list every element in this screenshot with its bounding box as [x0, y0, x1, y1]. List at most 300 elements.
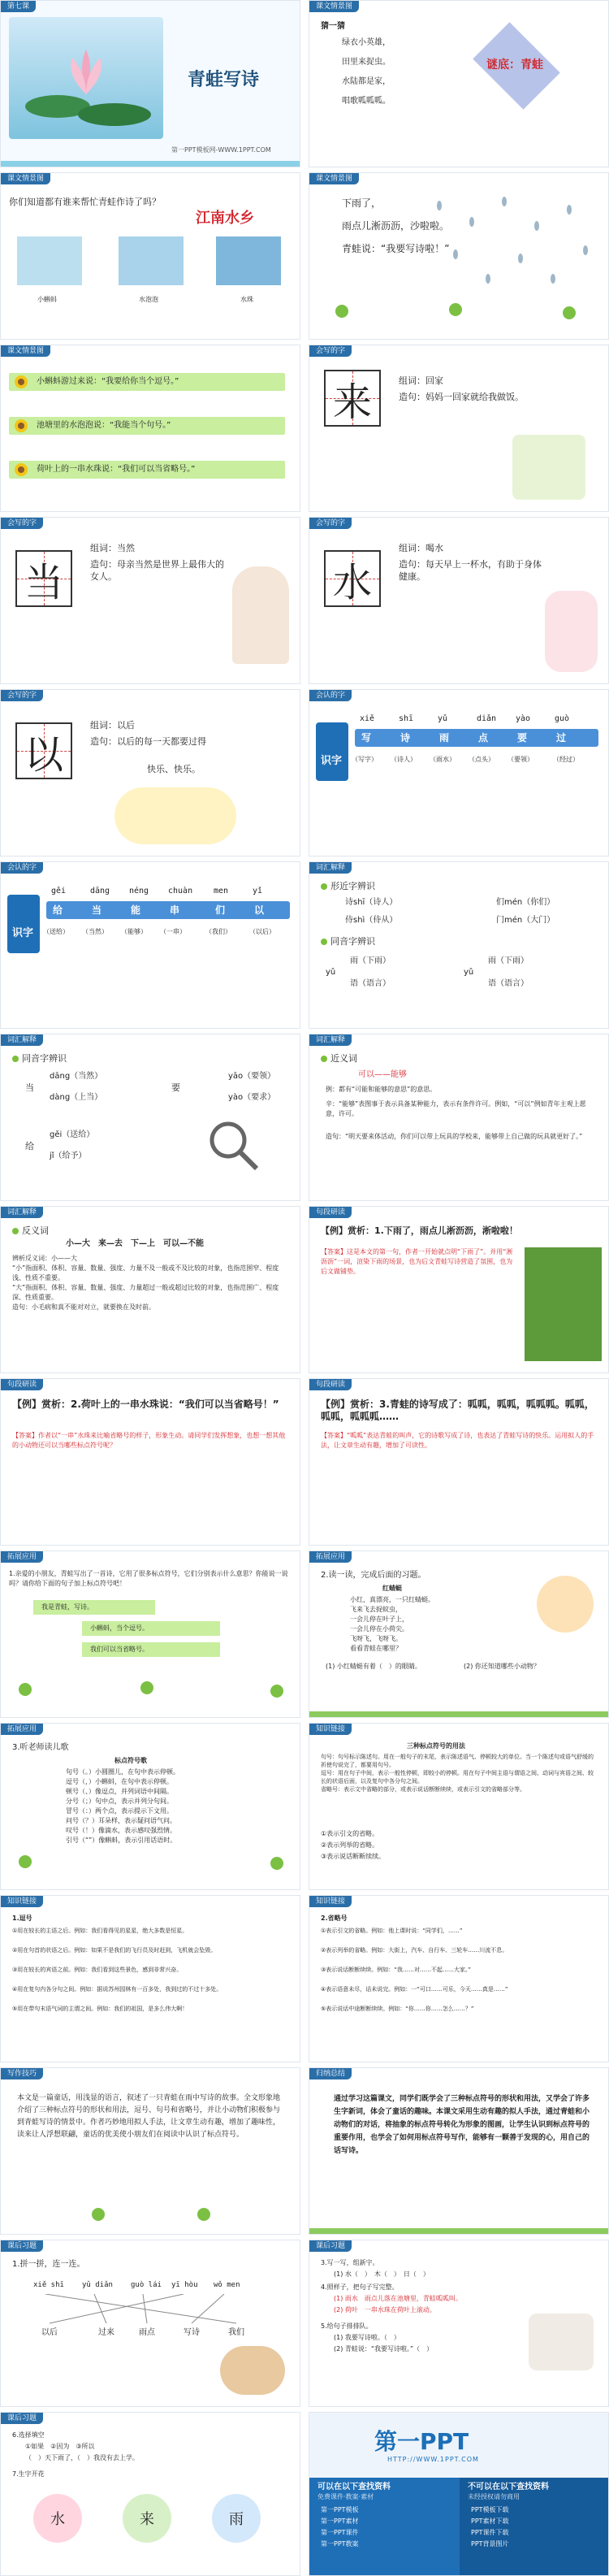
sentence-row [90, 735, 228, 748]
flower-char-2[interactable]: 来 [123, 2494, 171, 2543]
section-heading-text: 同音字辨识 [22, 1053, 67, 1064]
left-link-4[interactable]: 第一PPT教案 [321, 2540, 359, 2548]
flower-row-icon [334, 295, 577, 327]
char-2: 诗 [400, 732, 411, 744]
pinyin-2: shī [399, 714, 414, 723]
song-line-7: 叹号（！）像滴水，表示感叹强烈情。 [66, 1827, 176, 1834]
char-glyph: 水 [332, 559, 372, 605]
dialogue-text-3: 荷叶上的一串水珠说：“我们可以当省略号。” [37, 465, 196, 474]
song-line-6: 问号（？）耳朵样，表示疑问语气问。 [66, 1817, 176, 1824]
answer-label: 【答案】 [321, 1248, 347, 1255]
slide-tag: 会认的字 [309, 690, 352, 701]
family-illustration [512, 435, 585, 500]
yao-char: 要 [171, 1082, 180, 1093]
antonym-pairs: 小—大 来—去 下—上 可以—不能 [66, 1239, 204, 1248]
slide-char-lai[interactable] [309, 345, 609, 512]
answer-label: 【答案】 [321, 1432, 347, 1439]
song-line-1: 句号（。）小圆圈儿，在句中表示停顿。 [66, 1768, 179, 1776]
comma-rule-3: ③用在较长的宾语之前。例如：我们看到这些景色，感到非常兴奋。 [12, 1967, 183, 1973]
section-heading-2 [321, 935, 375, 948]
shizi-label: 识字 [12, 927, 34, 939]
bullet-icon [321, 883, 327, 890]
slide-tag: 会写的字 [1, 518, 43, 529]
antonym-body: 辨析反义词：小——大 “小”指面积、体积、容量、数量、强度、力量不及一般或不及比较的对象，也指范围窄、程度浅、性质不重要。 “大”指面积、体积、容量、数量、强度、力量超过一般或超过比较的对象，也指范围广、程度深、性质重要。 造句：小毛病和真不能对对立，就要换在及时前。 [12, 1255, 279, 1311]
label-bubble: 水泡泡 [139, 296, 158, 303]
rain-line-3: 青蛙说：“我要写诗啦！” [342, 243, 450, 254]
flower-char-1[interactable]: 水 [33, 2494, 82, 2543]
slide-tag: 课后习题 [1, 2240, 43, 2252]
pinyin-5: men [214, 887, 229, 896]
slide-helpers[interactable] [0, 172, 300, 340]
sentence-label: 造句： [399, 559, 425, 570]
synonym-example: 例：都有“可能和能够的意思”的意思。 [326, 1086, 437, 1093]
exercise-pinyin-3: guò lái [131, 2281, 162, 2289]
slide-tag: 课文情景图 [1, 173, 50, 184]
slide-synonym[interactable] [309, 1034, 609, 1201]
shizi-badge [316, 722, 348, 781]
slide-tag: 会写的字 [309, 345, 352, 357]
slide-antonym[interactable] [0, 1206, 300, 1373]
kid-illustration [537, 1576, 594, 1633]
comma-rule-5: ⑤用在带句末语气词的主谓之间。例如：我们的祖国，是多么伟大啊！ [12, 2006, 188, 2012]
shizi-badge [7, 895, 40, 953]
pinyin-6: guò [555, 714, 570, 723]
word-5: （要领） [508, 756, 533, 763]
slide-extend-2[interactable] [309, 1550, 609, 1718]
word-row [90, 542, 135, 554]
knowledge-title: 2.省略号 [321, 1915, 348, 1922]
sentence-label: 造句： [90, 736, 117, 747]
exercise-word-1: 以后 [41, 2328, 58, 2337]
left-link-3[interactable]: 第一PPT课件 [321, 2529, 359, 2536]
slide-tag: 会写的字 [1, 690, 43, 701]
char-glyph: 来 [332, 379, 372, 425]
pinyin-3: yǔ [438, 714, 448, 723]
summary-body: 通过学习这篇课文，同学们既学会了三种标点符号的形状和用法，又学会了许多生字新词，体会了童话的趣味。本课文采用生动有趣的拟人手法，通过青蛙和小动物们的对话，将抽象的标点符号转化为形象的图画，让学生认识到标点符号的重要作用，也学会了如何用标点符号写作，能够有一颗善于发现的心，用自己的话写诗。 [334, 2095, 590, 2155]
bottom-strip [1, 161, 300, 167]
slide-exercise-3[interactable] [0, 2412, 300, 2576]
right-sub: 未经授权请勿商用 [468, 2493, 520, 2500]
slide-char-yi[interactable] [0, 689, 300, 856]
dialogue-text-1: 小蝌蚪游过来说：“我要给你当个逗号。” [37, 377, 179, 386]
section-heading [12, 1225, 49, 1237]
slide-tag: 句段研读 [1, 1379, 43, 1390]
slide-tag: 知识链接 [309, 1896, 352, 1907]
slide-tag: 课文情景图 [1, 345, 50, 357]
ellipsis-rule-3: ③表示说话断断续续。例如：“我……对……不起……大家。” [321, 1967, 472, 1973]
slide-recognize-2[interactable] [0, 861, 300, 1029]
rain-line-2: 雨点儿淅沥沥，沙啦啦。 [342, 220, 450, 232]
exercise-a-3: (1) 水（ ） 木（ ） 日（ ） [334, 2270, 430, 2278]
slide-riddle[interactable] [309, 0, 609, 167]
song-line-8: 引号（“”）像蝌蚪，表示引用话语时。 [66, 1837, 177, 1844]
sentence-value: 以后的每一天都要过得 [117, 736, 206, 747]
dog-illustration [220, 2346, 285, 2395]
slide-tag: 会认的字 [1, 862, 43, 874]
poem-title: 红蜻蜓 [382, 1585, 402, 1592]
song-line-2: 逗号（，）小蝌蚪，在句中表示停顿。 [66, 1778, 173, 1785]
word-value: 当然 [117, 543, 135, 553]
word-2: （诗人） [391, 756, 417, 763]
slide-knowledge-3[interactable] [309, 1895, 609, 2062]
slide-summary[interactable] [309, 2067, 609, 2235]
rain-drops-icon [423, 189, 602, 295]
exercise-word-5: 我们 [228, 2328, 244, 2337]
poem-line-1: 小红，真漂亮，一只红蜻蜓。 [350, 1596, 434, 1603]
char-5: 要 [517, 732, 528, 744]
poem-line-3: 一会儿停在叶子上， [350, 1615, 408, 1623]
green-strip [309, 1711, 608, 1717]
exercise-a-6-1: ①如果 ②因为 ③所以 [25, 2443, 95, 2450]
section-heading-text: 近义词 [330, 1053, 357, 1064]
water-drop-image [216, 236, 281, 285]
slide-polyphone[interactable] [0, 1034, 300, 1201]
pinyin-2: dāng [90, 887, 110, 896]
slide-tag: 课后习题 [1, 2413, 43, 2424]
answer-text-3: 我们可以当省略号。 [90, 1646, 149, 1653]
slide-writing-tips[interactable] [0, 2067, 300, 2235]
similar-2: 们mén（你们） [496, 898, 555, 907]
exercise-a-4-1: (1) 雨水 雨点儿落在池塘里，青蛙呱呱叫。 [334, 2295, 462, 2302]
answer-text-1: 我是青蛙，写诗。 [41, 1603, 93, 1611]
section-heading-text: 反义词 [22, 1225, 49, 1236]
dang-2: dàng（上当） [50, 1093, 103, 1102]
kids-illustration [114, 787, 236, 844]
poem-line-5: 飞呀飞，飞呀飞。 [350, 1635, 402, 1642]
yao-2: yào（要求） [228, 1093, 276, 1102]
slide-analysis-2[interactable] [0, 1378, 300, 1546]
exercise-word-2: 过来 [98, 2328, 114, 2337]
word-1: （写字） [352, 756, 378, 763]
comma-rule-2: ②用在句首的状语之后。例如：如果不是我们的飞行员及时赶到，飞机就会坠毁。 [12, 1947, 217, 1954]
slide-tag: 拓展应用 [1, 1724, 43, 1735]
sentence-row [399, 558, 545, 583]
homophone-1: 雨（下雨） [350, 956, 391, 965]
slide-recognize-1[interactable] [309, 689, 609, 856]
girl-illustration [232, 566, 289, 664]
char-box [15, 550, 72, 607]
label-tadpole: 小蝌蚪 [37, 296, 57, 303]
section-heading-1 [321, 880, 375, 892]
word-3: （雨水） [430, 756, 456, 763]
pinyin-1: gěi [51, 887, 67, 896]
sunflower-icon [14, 462, 28, 477]
slide-tag: 词汇解释 [309, 1034, 352, 1046]
flower-char-3[interactable]: 雨 [212, 2494, 261, 2543]
sentence-value: 母亲当然是世界上最伟大的女人。 [90, 559, 224, 582]
bullet-icon [321, 1056, 327, 1062]
song-question: 3.听老师读儿歌 [12, 1743, 69, 1752]
slide-tag: 课文情景图 [309, 173, 359, 184]
bubble-image [119, 236, 184, 285]
pinyin-5: yào [516, 714, 531, 723]
slide-analysis-1[interactable] [309, 1206, 609, 1373]
riddle-line-3: 水陆都是家， [342, 77, 391, 86]
word-4: （点头） [469, 756, 495, 763]
song-line-4: 分号（；）句中点，表示并列分句间。 [66, 1798, 173, 1805]
similar-3: 侍shì（侍从） [345, 916, 398, 925]
char-box [324, 370, 381, 427]
slide-char-shui[interactable] [309, 517, 609, 684]
word-1: （送给） [43, 928, 69, 935]
connect-lines [33, 2294, 261, 2327]
gei-1: gěi（送给） [50, 1130, 95, 1139]
slide-tag: 会写的字 [309, 518, 352, 529]
song-title: 标点符号歌 [114, 1757, 147, 1764]
poem-question-1: (1) 小红蜻蜓有着（ ）的眼睛。 [326, 1663, 421, 1670]
char-4: 点 [478, 732, 489, 744]
riddle-line-4: 唱歌呱呱呱。 [342, 97, 391, 106]
analysis-title: 【例】赏析：3.青蛙的诗写成了：呱呱，呱呱，呱呱呱。呱呱，呱呱，呱呱呱…… [321, 1399, 594, 1422]
slide-tag: 知识链接 [309, 1724, 352, 1735]
knowledge-body: 句号：句号标示陈述句。用在一般句子的末尾，表示陈述语气、停顿较大的单位。当一个陈述句或语气舒缓的祈使句说完了，都要用句号。 逗号：用在句子中间，表示一般性停顿，即较小的停顿。用在句子中间主语与谓语之间、动词与宾语之间、较长的状语后面，以及复句中各分句之间。 省略号：表示文中省略的部分，或表示说话断断续续，或表示引文的省略部分等。 [321, 1754, 594, 1793]
slide-tag: 词汇解释 [1, 1207, 43, 1218]
writing-body: 本文是一篇童话，用浅显的语言，叙述了一只青蛙在雨中写诗的故事。全文形象地介绍了三种标点符号的形状和用法，逗号、句号和省略号，并让小动物们积极参与到青蛙写诗的情景中。作者巧妙地用拟人手法，让文章生动有趣，增加了趣味性，读来让人浮想联翩，童话的优美使小朋友们在阅读中认识了标点符号。 [17, 2094, 281, 2139]
homophone-4: 语（语言） [488, 979, 529, 988]
lotus-icon [9, 17, 163, 139]
exercise-pinyin-2: yǔ diǎn [82, 2281, 113, 2289]
exercise-word-3: 雨点 [139, 2328, 155, 2337]
slide-similar-chars[interactable] [309, 861, 609, 1029]
label-drop: 水珠 [240, 296, 253, 303]
slide-tag: 课文情景图 [309, 1, 359, 12]
word-6: （以后） [249, 928, 275, 935]
pinyin-1: xiě [360, 714, 375, 723]
drinking-girl-illustration [545, 591, 598, 672]
exercise-a-4-2: (2) 荷叶 一串水珠在荷叶上滚动。 [334, 2306, 436, 2314]
riddle-heading: 猜一猜 [321, 22, 345, 31]
green-strip [309, 2228, 608, 2234]
grass-image [525, 1247, 602, 1361]
helper-question: 你们知道都有谁来帮忙青蛙作诗了吗？ [9, 197, 161, 207]
left-title: 可以在以下查找资料 [317, 2483, 391, 2491]
word-2: （当然） [82, 928, 108, 935]
ellipsis-rule-2: ②表示列举的省略。例如：大街上，汽车、自行车、三轮车……川流不息。 [321, 1947, 508, 1954]
sentence-cont: 快乐、快乐。 [147, 764, 201, 774]
char-box [15, 722, 72, 779]
sentence-value: 每天早上一杯水，有助于身体健康。 [399, 559, 542, 582]
answer-block [12, 1431, 288, 1451]
slide-tag: 词汇解释 [1, 1034, 43, 1046]
dialogue-text-2: 池塘里的水泡泡说：“我能当个句号。” [37, 421, 171, 430]
sentence-label: 造句： [90, 559, 117, 570]
sentence-value: 妈妈一回家就给我做饭。 [425, 392, 524, 402]
pinyin-4: diǎn [477, 714, 497, 723]
char-3: 雨 [439, 732, 450, 744]
similar-4: 门mén（大门） [496, 916, 555, 925]
word-label: 组词： [399, 543, 425, 553]
dialogue-bar-1 [9, 373, 285, 391]
magnifier-icon [204, 1116, 261, 1173]
homophone-2: 雨（下雨） [488, 956, 529, 965]
word-value: 以后 [117, 720, 135, 731]
lotus-pond-image [9, 17, 163, 139]
synonym-pair: 可以——能够 [358, 1070, 407, 1079]
riddle-answer: 谜底：青蛙 [486, 59, 543, 72]
char-bar [46, 901, 290, 919]
section-heading [321, 1052, 357, 1065]
right-link-2[interactable]: PPT素材下载 [471, 2517, 509, 2525]
knowledge-item-1: ①表示引文的省略。 [321, 1830, 379, 1837]
exercise-q-4: 4.照样子，把句子写完整。 [321, 2283, 399, 2291]
yao-1: yāo（要领） [228, 1072, 276, 1081]
sunflower-icon [14, 418, 28, 433]
char-1: 写 [361, 732, 372, 744]
word-label: 组词： [90, 543, 117, 553]
knowledge-title: 三种标点符号的用法 [407, 1742, 465, 1750]
knowledge-title: 1.逗号 [12, 1915, 32, 1922]
char-6: 以 [254, 904, 265, 916]
answer-label: 【答案】 [12, 1432, 38, 1439]
analysis-title: 【例】赏析：1.下雨了，雨点儿淅沥沥，淅啦啦！ [321, 1225, 518, 1236]
slide-tag: 句段研读 [309, 1379, 352, 1390]
char-4: 串 [170, 904, 180, 916]
slide-tag: 第七课 [1, 1, 36, 12]
riddle-line-1: 绿衣小英雄， [342, 38, 391, 47]
gei-2: jǐ（给予） [50, 1151, 87, 1160]
left-link-2[interactable]: 第一PPT素材 [321, 2517, 359, 2525]
lesson-title: 青蛙写诗 [188, 70, 260, 90]
flower-row-icon [17, 1845, 285, 1878]
extend-question: 1.亲爱的小朋友，青蛙写出了一首诗，它用了很多标点符号，它们分别表示什么意思？你能说一说吗？请你给下面的句子加上标点符号吧！ [9, 1570, 288, 1587]
bullet-icon [12, 1228, 19, 1234]
exercise-word-4: 写诗 [184, 2328, 200, 2337]
poem-line-6: 看看青蛙在哪里？ [350, 1645, 402, 1652]
answer-block [321, 1431, 597, 1451]
word-row [90, 719, 135, 731]
sunflower-icon [14, 375, 28, 389]
slide-footer-ad[interactable] [309, 2412, 609, 2576]
pinyin-6: yǐ [253, 887, 263, 896]
word-row [399, 542, 443, 554]
pinyin-3: néng [129, 887, 149, 896]
ellipsis-rule-5: ⑤表示说话中途断断续续。例如：“你……你……怎么……？” [321, 2006, 474, 2012]
word-row [399, 375, 443, 387]
exercise-q-5: 5.给句子排排队。 [321, 2322, 373, 2330]
ellipsis-rule-4: ④表示语意未尽，话未说完。例如：一“可口……可乐，今天……真是……” [321, 1986, 508, 1993]
knowledge-item-2: ②表示列举的省略。 [321, 1841, 379, 1849]
song-line-5: 冒号（：）两个点，表示提示下文用。 [66, 1807, 173, 1815]
sentence-label: 造句： [399, 392, 425, 402]
gei-char: 给 [25, 1141, 34, 1151]
dang-char: 当 [25, 1082, 34, 1093]
exercise-pinyin-5: wǒ men [214, 2281, 240, 2289]
yu-pinyin-left: yǔ [326, 968, 336, 977]
word-3: （能够） [121, 928, 147, 935]
word-label: 组词： [399, 375, 425, 386]
word-value: 回家 [425, 375, 443, 386]
synonym-analysis: 辛：“能够”表图事于表示具备某种能力，表示有条件许可。例如，“可以”例如青年主观上愿意，许可。 [326, 1100, 586, 1117]
brand-site: HTTP://WWW.1PPT.COM [387, 2456, 479, 2463]
word-label: 组词： [90, 720, 117, 731]
right-link-3[interactable]: PPT课件下载 [471, 2529, 509, 2536]
slide-exercise-1[interactable] [0, 2240, 300, 2407]
dialogue-bar-2 [9, 417, 285, 435]
slide-analysis-3[interactable] [309, 1378, 609, 1546]
slide-tag: 归纳总结 [309, 2068, 352, 2079]
word-4: （一串） [160, 928, 186, 935]
extend-question: 2.读一读，完成后面的习题。 [321, 1571, 426, 1580]
slide-dialogue[interactable] [0, 345, 300, 512]
word-value: 喝水 [425, 543, 443, 553]
slide-exercise-2[interactable] [309, 2240, 609, 2407]
slide-tag: 句段研读 [309, 1207, 352, 1218]
slide-punctuation-song[interactable] [0, 1723, 300, 1890]
left-sub: 免费课件·教案·素材 [317, 2493, 374, 2500]
slide-tag: 知识链接 [1, 1896, 43, 1907]
char-6: 过 [556, 732, 567, 744]
homophone-3: 语（语言） [350, 979, 391, 988]
flower-row-icon [17, 1673, 285, 1706]
jiangnan-text: 江南水乡 [196, 210, 254, 227]
comma-rule-4: ④用在复句内各分句之间。例如：据说苏州园林有一百多处，我到过的不过十多处。 [12, 1986, 222, 1993]
slide-tag: 词汇解释 [309, 862, 352, 874]
left-link-1[interactable]: 第一PPT模板 [321, 2506, 359, 2513]
site-caption: 第一PPT模板网-WWW.1PPT.COM [171, 146, 271, 154]
slide-extend-1[interactable] [0, 1550, 300, 1718]
exercise-q-6: 6.选择填空 [12, 2431, 45, 2439]
exercise-pinyin-1: xiě shī [33, 2281, 64, 2289]
yu-pinyin-right: yǔ [464, 968, 474, 977]
book-cat-illustration [529, 2314, 594, 2370]
riddle-line-2: 田里来捉虫。 [342, 58, 391, 67]
answer-text-2: 小蝌蚪，当个逗号。 [90, 1624, 149, 1632]
poem-line-4: 一会儿停在小荷尖。 [350, 1625, 408, 1633]
bullet-icon [321, 939, 327, 945]
word-6: （经过） [553, 756, 579, 763]
slide-knowledge-2[interactable] [0, 1895, 300, 2062]
comma-rule-1: ①用在较长的主语之后。例如：我们看得见的星星，绝大多数是恒星。 [12, 1928, 188, 1934]
section-heading [12, 1052, 67, 1065]
answer-text: “呱呱”表达青蛙的叫声，它的诗歌写成了诗，也表达了青蛙写诗的快乐。运用拟人的手法，让文章生动有趣，增加了可读性。 [321, 1432, 594, 1449]
right-link-1[interactable]: PPT模板下载 [471, 2506, 509, 2513]
answer-text: 作者以“一串”水珠来比喻省略号的样子，形象生动。请同学们发挥想象，也想一想其他的小动物还可以当哪些标点符号呢？ [12, 1432, 286, 1449]
brand-logo: 第一PPT [374, 2428, 469, 2455]
slide-tag: 课后习题 [309, 2240, 352, 2252]
exercise-a-6-2: （ ）天下雨了，（ ）我没有去上学。 [25, 2454, 139, 2461]
exercise-pinyin-4: yī hòu [171, 2281, 198, 2289]
exercise-a-5-1: (1) 我要写诗啦。（ ） [334, 2334, 400, 2341]
char-3: 能 [131, 904, 141, 916]
slide-knowledge-1[interactable] [309, 1723, 609, 1890]
similar-1: 诗shī（诗人） [345, 898, 398, 907]
synonym-sentence: 造句：“明天要来体活动，你们可以带上玩具的学校来，能够带上自己做的玩具就更好了。” [326, 1133, 583, 1140]
knowledge-item-3: ③表示说话断断续续。 [321, 1853, 386, 1860]
slide-rain[interactable] [309, 172, 609, 340]
slide-char-dang[interactable] [0, 517, 300, 684]
slide-tag: 拓展应用 [309, 1551, 352, 1563]
slide-cover[interactable] [0, 0, 300, 167]
slide-tag: 写作技巧 [1, 2068, 43, 2079]
answer-block [321, 1247, 516, 1277]
sentence-row [90, 558, 228, 583]
tadpole-image [17, 236, 82, 285]
exercise-q-3: 3.写一写，组新字。 [321, 2259, 379, 2266]
slide-tag: 拓展应用 [1, 1551, 43, 1563]
word-5: （我们） [205, 928, 231, 935]
right-link-4[interactable]: PPT背景图片 [471, 2540, 509, 2548]
poem-line-2: 飞来飞去捉蚊虫， [350, 1606, 402, 1613]
pinyin-4: chuàn [168, 887, 193, 896]
char-box [324, 550, 381, 607]
right-title: 不可以在以下查找资料 [468, 2483, 549, 2491]
char-glyph: 以 [24, 731, 63, 778]
exercise-q-7: 7.生字开花 [12, 2470, 45, 2478]
shizi-label: 识字 [321, 755, 343, 767]
song-line-3: 顿号（、）像逗点，并列词语中间隔。 [66, 1788, 173, 1795]
ellipsis-rule-1: ①表示引文的省略。例如：他上课时说：“同学们，……” [321, 1928, 463, 1934]
flower-row-icon [90, 2198, 212, 2231]
